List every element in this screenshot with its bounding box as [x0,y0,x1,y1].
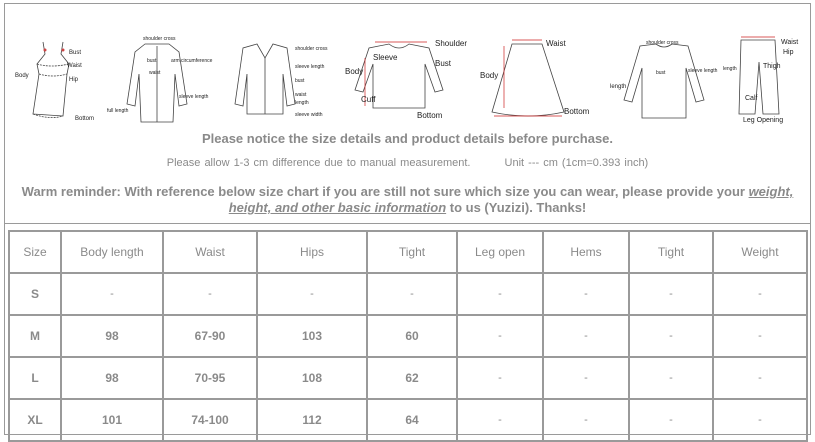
sweater-label-body: Body [345,67,364,76]
cell-weight: - [713,399,807,441]
col-header-size: Size [9,231,61,273]
allowance-text: Please allow 1-3 cm difference due to manual measurement. [166,157,471,169]
pants-label-waist: Waist [781,39,799,46]
cell-waist: 74-100 [163,399,257,441]
table-row [9,357,807,399]
cell-tight-2: - [629,273,713,315]
measurement-note [5,157,810,169]
coat-label-waist: waist [149,70,161,76]
unit-text: Unit --- cm (1cm=0.393 inch) [504,157,649,169]
pullover-diagram [610,34,720,130]
cell-waist: 67-90 [163,315,257,357]
cell-leg-open: - [457,357,543,399]
cell-waist: 70-95 [163,357,257,399]
pants-label-thigh: Thigh [763,63,781,70]
cell-weight: - [713,315,807,357]
pullover-label-shoulder-cross: shoulder cross [646,40,679,46]
cell-body-length: 101 [61,399,163,441]
coat-label-bust: bust [147,58,157,64]
cell-size: XL [9,399,61,441]
blazer-label-waist: waist [295,92,307,98]
col-header-leg-open: Leg open [457,231,543,273]
dress-diagram [15,34,115,130]
cell-leg-open: - [457,273,543,315]
cell-hips: - [257,273,367,315]
dress-label-waist: Waist [67,63,82,69]
sweater-label-bust: Bust [435,59,452,68]
blazer-label-length: length [295,100,309,106]
cell-tight: - [367,273,457,315]
cell-tight: 62 [367,357,457,399]
skirt-label-waist: Waist [546,39,566,48]
cell-hems: - [543,315,629,357]
coat-label-sleeve-length: sleeve length [179,94,209,100]
size-chart-table [8,230,808,442]
reminder-link-weight: weight, [748,184,794,199]
table-row [9,399,807,441]
coat-label-arm-circumference: arm circumference [171,58,213,64]
coat-label-shoulder-cross: shoulder cross [143,36,176,42]
cell-tight: 60 [367,315,457,357]
cell-hems: - [543,357,629,399]
skirt-label-body: Body [480,71,499,80]
cell-size: L [9,357,61,399]
sweater-label-cuff: Cuff [361,95,376,104]
reminder-link-info: height, and other basic information [228,200,447,215]
col-header-tight-2: Tight [629,231,713,273]
sweater-diagram [345,34,475,130]
col-header-weight: Weight [713,231,807,273]
dress-label-bottom: Bottom [75,116,95,122]
pants-label-hip: Hip [783,49,794,56]
pants-label-length: length [723,66,737,72]
pullover-label-bust: bust [656,70,666,76]
measurement-guide-panel [5,4,810,224]
table-row [9,315,807,357]
cell-leg-open: - [457,315,543,357]
warm-reminder [5,184,810,216]
dress-label-body: Body [15,73,29,79]
cell-body-length: - [61,273,163,315]
cell-hips: 108 [257,357,367,399]
blazer-label-sleeve-width: sleeve width [295,112,323,118]
sweater-label-sleeve: Sleeve [373,53,398,62]
blazer-label-bust: bust [295,78,305,84]
blazer-label-shoulder-cross: shoulder cross [295,46,328,52]
cell-tight-2: - [629,399,713,441]
notice-text: Please notice the size details and product details before purchase. [201,131,614,146]
sweater-label-bottom: Bottom [417,111,443,120]
col-header-hems: Hems [543,231,629,273]
pullover-label-sleeve-length: sleeve length [688,68,718,74]
pants-diagram [723,34,805,130]
col-header-hips: Hips [257,231,367,273]
cell-tight-2: - [629,357,713,399]
cell-tight: 64 [367,399,457,441]
dress-label-bust: Bust [69,50,82,56]
cell-body-length: 98 [61,357,163,399]
skirt-diagram [480,34,610,130]
cell-hems: - [543,399,629,441]
coat-label-full-length: full length [107,108,129,114]
cell-hips: 112 [257,399,367,441]
cell-size: M [9,315,61,357]
col-header-body-length: Body length [61,231,163,273]
cell-weight: - [713,357,807,399]
garment-diagram-strip [15,34,805,130]
pants-label-leg-opening: Leg Opening [743,117,784,124]
cell-weight: - [713,273,807,315]
dress-label-hip: Hip [69,77,79,83]
cell-size: S [9,273,61,315]
skirt-label-bottom: Bottom [564,107,590,116]
cell-waist: - [163,273,257,315]
blazer-diagram [225,34,345,130]
table-row [9,273,807,315]
cell-body-length: 98 [61,315,163,357]
coat-diagram [107,34,227,130]
size-chart-header-row [9,231,807,273]
cell-hems: - [543,273,629,315]
reminder-prefix: Warm reminder: With reference below size chart if you are still not sure which size you can wear, please provide your [21,184,749,199]
cell-tight-2: - [629,315,713,357]
reminder-suffix: to us (Yuzizi). Thanks! [446,200,587,215]
cell-leg-open: - [457,399,543,441]
blazer-label-sleeve-length: sleeve length [295,64,325,70]
cell-hips: 103 [257,315,367,357]
size-guide-frame [4,3,811,435]
col-header-tight: Tight [367,231,457,273]
col-header-waist: Waist [163,231,257,273]
pants-label-calf: Calf [745,95,758,102]
sweater-label-shoulder: Shoulder [435,39,468,48]
pullover-label-length: length [610,84,627,90]
